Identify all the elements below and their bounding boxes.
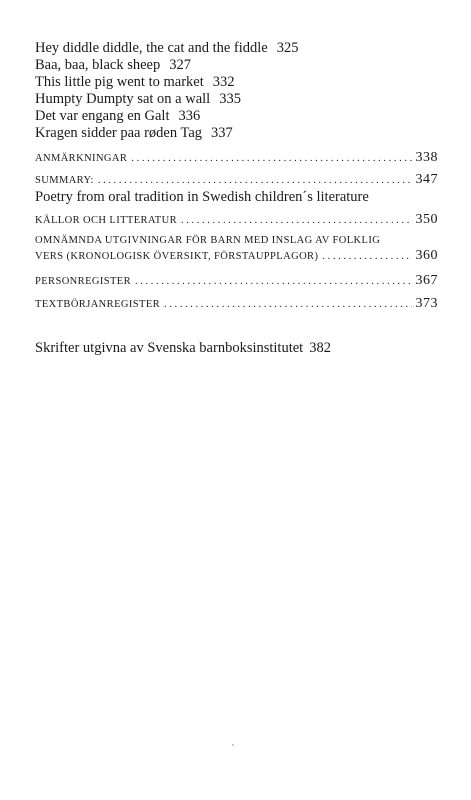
dot-leader [131, 153, 411, 164]
summary-subtitle: Poetry from oral tradition in Swedish children´s literature [35, 189, 369, 205]
poem-title: This little pig went to market [35, 74, 204, 90]
toc-label-line1: OMNÄMNDA UTGIVNINGAR FÖR BARN MED INSLAG AV FOLKLIG [35, 235, 381, 246]
toc-label: PERSONREGISTER [35, 276, 132, 287]
toc-label: KÄLLOR OCH LITTERATUR [35, 215, 177, 226]
poem-entry [35, 125, 233, 141]
toc-entry-summary [35, 172, 438, 206]
poem-page-number: 335 [219, 91, 241, 107]
toc-label: ANMÄRKNINGAR [35, 153, 128, 164]
dot-leader [98, 175, 412, 186]
toc-page-number: 367 [415, 273, 438, 288]
toc-page-number: 360 [415, 248, 438, 263]
toc-page-number: 347 [415, 172, 438, 187]
toc-page-number: 350 [415, 212, 438, 227]
toc-entry-personregister [35, 273, 438, 289]
series-entry [35, 340, 331, 357]
toc-entry-omnamnda [35, 235, 438, 264]
poem-title: Det var engang en Galt [35, 108, 170, 124]
page-speck [232, 744, 234, 746]
series-title: Skrifter utgivna av Svenska barnboksinstitutet [35, 340, 304, 356]
poem-entry [35, 40, 298, 56]
poem-title: Hey diddle diddle, the cat and the fiddle [35, 40, 268, 56]
toc-page-number: 373 [415, 296, 438, 311]
poem-page-number: 325 [276, 40, 299, 56]
dot-leader [164, 299, 411, 310]
dot-leader [322, 251, 411, 262]
poem-entry [35, 108, 200, 124]
toc-entry-textborjan [35, 296, 438, 312]
poem-title: Kragen sidder paa røden Tag [35, 125, 203, 141]
toc-entry-anmarkningar [35, 150, 438, 166]
poem-entry [35, 57, 191, 73]
poem-title: Humpty Dumpty sat on a wall [35, 91, 211, 107]
poem-title: Baa, baa, black sheep [35, 57, 161, 73]
toc-page-number: 338 [415, 150, 438, 165]
poem-entry [35, 91, 241, 107]
poem-entry [35, 74, 234, 90]
poem-page-number: 332 [212, 74, 235, 90]
poem-page-number: 336 [178, 108, 201, 124]
toc-label: TEXTBÖRJANREGISTER [35, 299, 161, 310]
series-page-number: 382 [309, 340, 331, 356]
dot-leader [181, 215, 412, 226]
toc-label-line2: VERS (KRONOLOGISK ÖVERSIKT, FÖRSTAUPPLAGOR) [35, 251, 319, 262]
poem-page-number: 337 [211, 125, 233, 141]
dot-leader [135, 276, 411, 287]
toc-label: SUMMARY: [35, 175, 94, 186]
toc-entry-kallor [35, 212, 438, 228]
poem-page-number: 327 [169, 57, 191, 73]
